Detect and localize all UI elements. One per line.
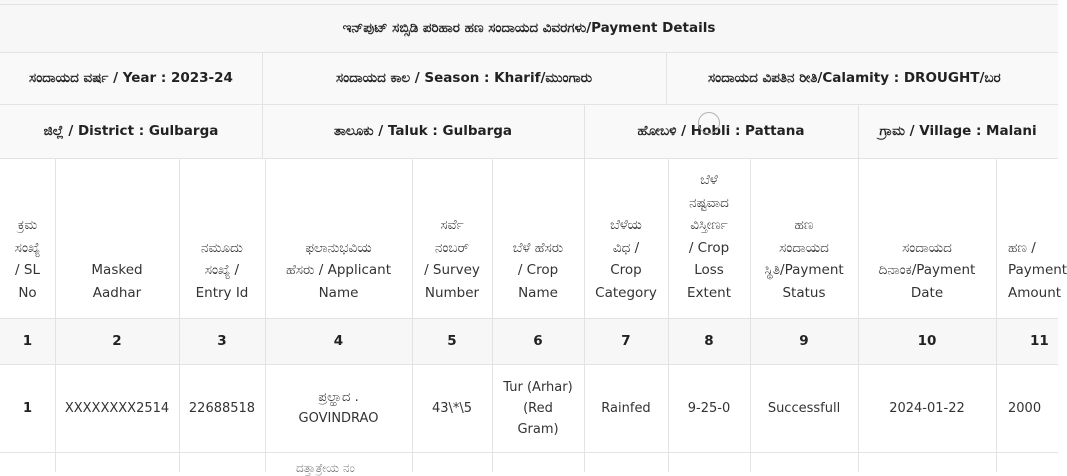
col-header-line: Loss [694,262,724,278]
col-header-line: ನಮೂದು [201,239,243,256]
col-header-line: / Survey [424,262,480,278]
col-number: 8 [704,333,714,349]
cell-survey-number: 43\*\5 [431,400,473,416]
village-field: ಗ್ರಾಮ / Village : Malani [879,123,1037,139]
col-header-line: Status [782,284,826,301]
col-header-line: No [18,284,37,301]
taluk-field: ತಾಲೂಕು / Taluk : Gulbarga [333,123,513,139]
col-header-line: ಬೆಳೆ [700,172,718,188]
col-header-line: ಸಂಖ್ಯೆ [14,239,41,256]
col-header-line: Date [910,284,944,301]
next-row-partial-text: ದತ್ತಾತ್ರೇಯ ನಂ [296,461,355,475]
col-header-line: Crop [610,262,642,278]
col-header-payment-date [858,158,996,318]
cell-payment-date: 2024-01-22 [889,400,965,416]
cell-crop-category: Rainfed [601,400,651,416]
crop-name-line: (Red [523,400,553,416]
col-header-masked-aadhar [55,158,179,318]
col-header-line: ಹಣ [794,217,814,233]
col-header-line: ವಿಸ್ತೀರ್ಣ [690,217,728,233]
year-field: ಸಂದಾಯದ ವರ್ಷ / Year : 2023-24 [29,70,233,86]
col-header-line: Category [595,284,657,301]
col-header-line: ಬೆಳೆ ಹೆಸರು [512,239,564,256]
col-header-line: Payment [1008,262,1067,278]
col-header-survey-number [412,158,492,318]
divider [0,52,1058,53]
divider [0,452,1058,453]
col-header-line: ನಷ್ಟವಾದ [689,194,729,211]
cell-masked-aadhar: XXXXXXXX2514 [64,400,170,416]
col-header-crop-category [584,158,668,318]
col-header-entry-id [179,158,265,318]
col-number: 10 [917,333,937,349]
cell-crop-loss-extent: 9-25-0 [687,400,731,416]
col-header-line: ಸಂದಾಯದ [779,239,829,256]
applicant-name-line: ಪ್ರಲ್ಹಾದ . [318,390,359,405]
col-header-line: ಸ್ಥಿತಿ/Payment [764,262,844,278]
col-number: 1 [22,333,33,349]
cell-payment-status: Successfull [767,400,841,416]
col-header-line: ದಿನಾಂಕ/Payment [878,262,976,278]
col-header-line: ಬೆಳೆಯ [610,217,642,233]
col-header-payment-amount [996,158,1067,318]
cell-sl-no: 1 [22,400,33,416]
divider [0,104,1058,105]
season-field: ಸಂದಾಯದ ಕಾಲ / Season : Kharif/ಮುಂಗಾರು [335,70,593,86]
divider [666,52,667,104]
col-header-line: Number [424,284,480,301]
col-number: 9 [799,333,809,349]
col-header-line: Name [518,284,558,301]
col-header-line: ಸಂಖ್ಯೆ / [204,262,240,278]
col-header-applicant-name [265,158,412,318]
col-header-line: ನಂಬರ್ [434,239,470,256]
col-number: 7 [621,333,631,349]
col-number: 3 [217,333,227,349]
col-number: 2 [112,333,122,349]
cell-crop-name [492,364,584,452]
col-header-line: ಕ್ರಮ [17,217,38,233]
crop-name-line: Tur (Arhar) [503,379,573,395]
table-title: ಇನ್‌ಪುಟ್ ಸಬ್ಸಿಡಿ ಪರಿಹಾರ ಹಣ ಸಂದಾಯದ ವಿವರಗಳು/Payment Details [342,20,716,36]
cell-payment-amount: 2000 [1008,400,1042,416]
col-header-line: / SL [15,262,40,278]
col-header-line: Name [318,284,359,301]
col-header-line: ಸಂದಾಯದ [902,239,952,256]
col-header-line: Masked [91,262,143,278]
col-header-line: Extent [687,284,731,301]
col-header-sl-no [0,158,55,318]
divider [262,52,263,158]
col-header-line: ಹಣ / [1008,239,1036,256]
hobli-field: ಹೋಬಳಿ / Hobli : Pattana [637,123,805,139]
col-header-line: ಫಲಾನುಭವಿಯ [305,239,372,256]
col-number: 11 [1030,333,1049,349]
divider [0,4,1058,5]
crop-name-line: Gram) [517,421,559,437]
col-header-line: ಹೆಸರು / Applicant [285,262,392,278]
col-header-line: Entry Id [195,284,249,301]
cell-applicant-name [265,364,412,452]
col-header-line: / Crop [517,262,559,278]
district-field: ಜಿಲ್ಲೆ / District : Gulbarga [43,123,219,139]
col-number: 4 [333,333,344,349]
col-header-line: Amount [1008,284,1062,301]
col-header-payment-status [750,158,858,318]
col-header-line: ವಿಧ / [612,239,640,256]
cell-entry-id: 22688518 [188,400,256,416]
col-header-line: / Crop [688,239,730,256]
divider [584,104,585,158]
col-number: 5 [447,333,457,349]
calamity-field: ಸಂದಾಯದ ವಿಪತಿನ ರೀತಿ/Calamity : DROUGHT/ಬರ [708,70,1001,86]
applicant-name-line: GOVINDRAO [298,411,379,426]
col-header-line: ಸರ್ವೆ [440,217,464,233]
col-header-crop-loss-extent [668,158,750,318]
cursor-indicator [698,112,720,134]
col-header-crop-name [492,158,584,318]
col-number: 6 [533,333,543,349]
col-header-line: Aadhar [92,284,142,301]
divider [858,104,859,158]
